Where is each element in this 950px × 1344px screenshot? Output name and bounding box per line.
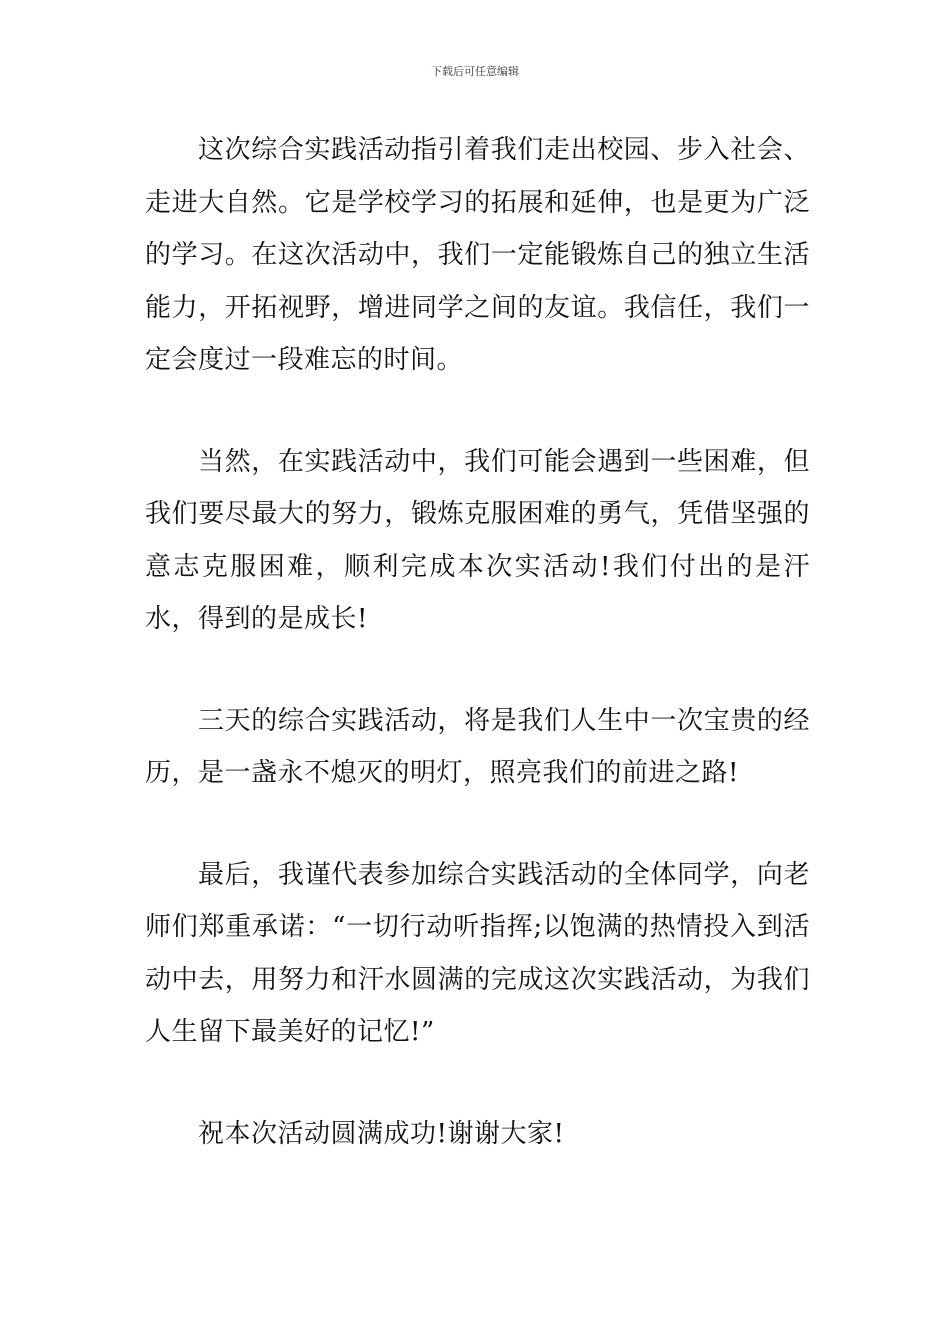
paragraph-2: 当然，在实践活动中，我们可能会遇到一些困难，但我们要尽最大的努力，锻炼克服困难的勇气，凭借坚强的意志克服困难，顺利完成本次实活动!我们付出的是汗水，得到的是成长! [145,446,810,634]
paragraph-5: 祝本次活动圆满成功!谢谢大家! [198,1118,565,1149]
paragraph-3: 三天的综合实践活动，将是我们人生中一次宝贵的经历，是一盏永不熄灭的明灯，照亮我们的前进之路! [145,705,810,788]
page-header: 下载后可任意编辑 [431,65,519,78]
paragraph-4: 最后，我谨代表参加综合实践活动的全体同学，向老师们郑重承诺：“一切行动听指挥;以饱满的热情投入到活动中去，用努力和汗水圆满的完成这次实践活动，为我们人生留下最美好的记忆!” [145,859,810,1047]
paragraph-1: 这次综合实践活动指引着我们走出校园、步入社会、走进大自然。它是学校学习的拓展和延伸，也是更为广泛的学习。在这次活动中，我们一定能锻炼自己的独立生活能力，开拓视野，增进同学之间的友谊。我信任，我们一定会度过一段难忘的时间。 [145,135,810,375]
document-body [145,124,810,1160]
